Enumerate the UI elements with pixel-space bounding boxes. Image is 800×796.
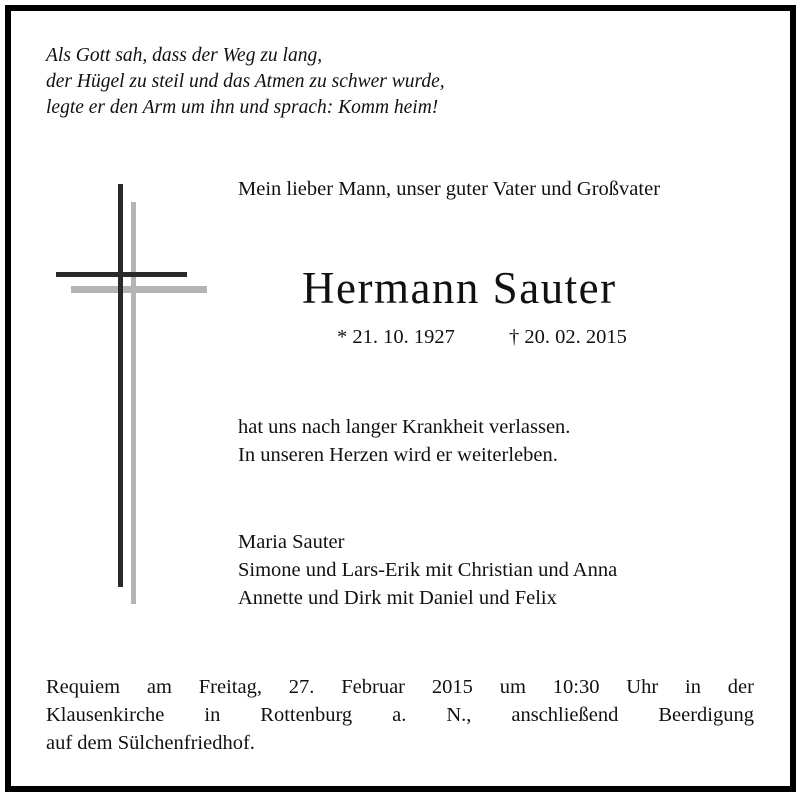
requiem-line: Requiem am Freitag, 27. Februar 2015 um 10:30 Uhr in der: [46, 676, 754, 698]
deceased-name: Hermann Sauter: [302, 263, 617, 313]
cross-horizontal-bar: [56, 272, 187, 277]
death-date: † 20. 02. 2015: [509, 326, 627, 348]
family-member: Annette und Dirk mit Daniel und Felix: [238, 587, 557, 609]
family-list: [238, 528, 617, 612]
poem-line: Als Gott sah, dass der Weg zu lang,: [46, 45, 323, 66]
cross-shadow-horizontal: [71, 286, 207, 293]
family-member: Simone und Lars-Erik mit Christian und Anna: [238, 559, 618, 581]
cross-icon: [54, 182, 214, 606]
intro-text: Mein lieber Mann, unser guter Vater und Großvater: [238, 178, 661, 200]
birth-date: * 21. 10. 1927: [337, 326, 455, 348]
requiem-line: auf dem Sülchenfriedhof.: [46, 732, 255, 754]
message-line: hat uns nach langer Krankheit verlassen.: [238, 416, 571, 438]
poem-line: der Hügel zu steil und das Atmen zu schwer wurde,: [46, 71, 445, 92]
poem: [46, 43, 445, 121]
cross-shadow-vertical: [131, 202, 136, 604]
family-member: Maria Sauter: [238, 531, 345, 553]
poem-line: legte er den Arm um ihn und sprach: Komm heim!: [46, 97, 439, 118]
cross-vertical-bar: [118, 184, 123, 587]
message: [238, 413, 570, 469]
requiem-info: [46, 673, 754, 757]
message-line: In unseren Herzen wird er weiterleben.: [238, 444, 558, 466]
requiem-line: Klausenkirche in Rottenburg a. N., anschließend Beerdigung: [46, 704, 754, 726]
